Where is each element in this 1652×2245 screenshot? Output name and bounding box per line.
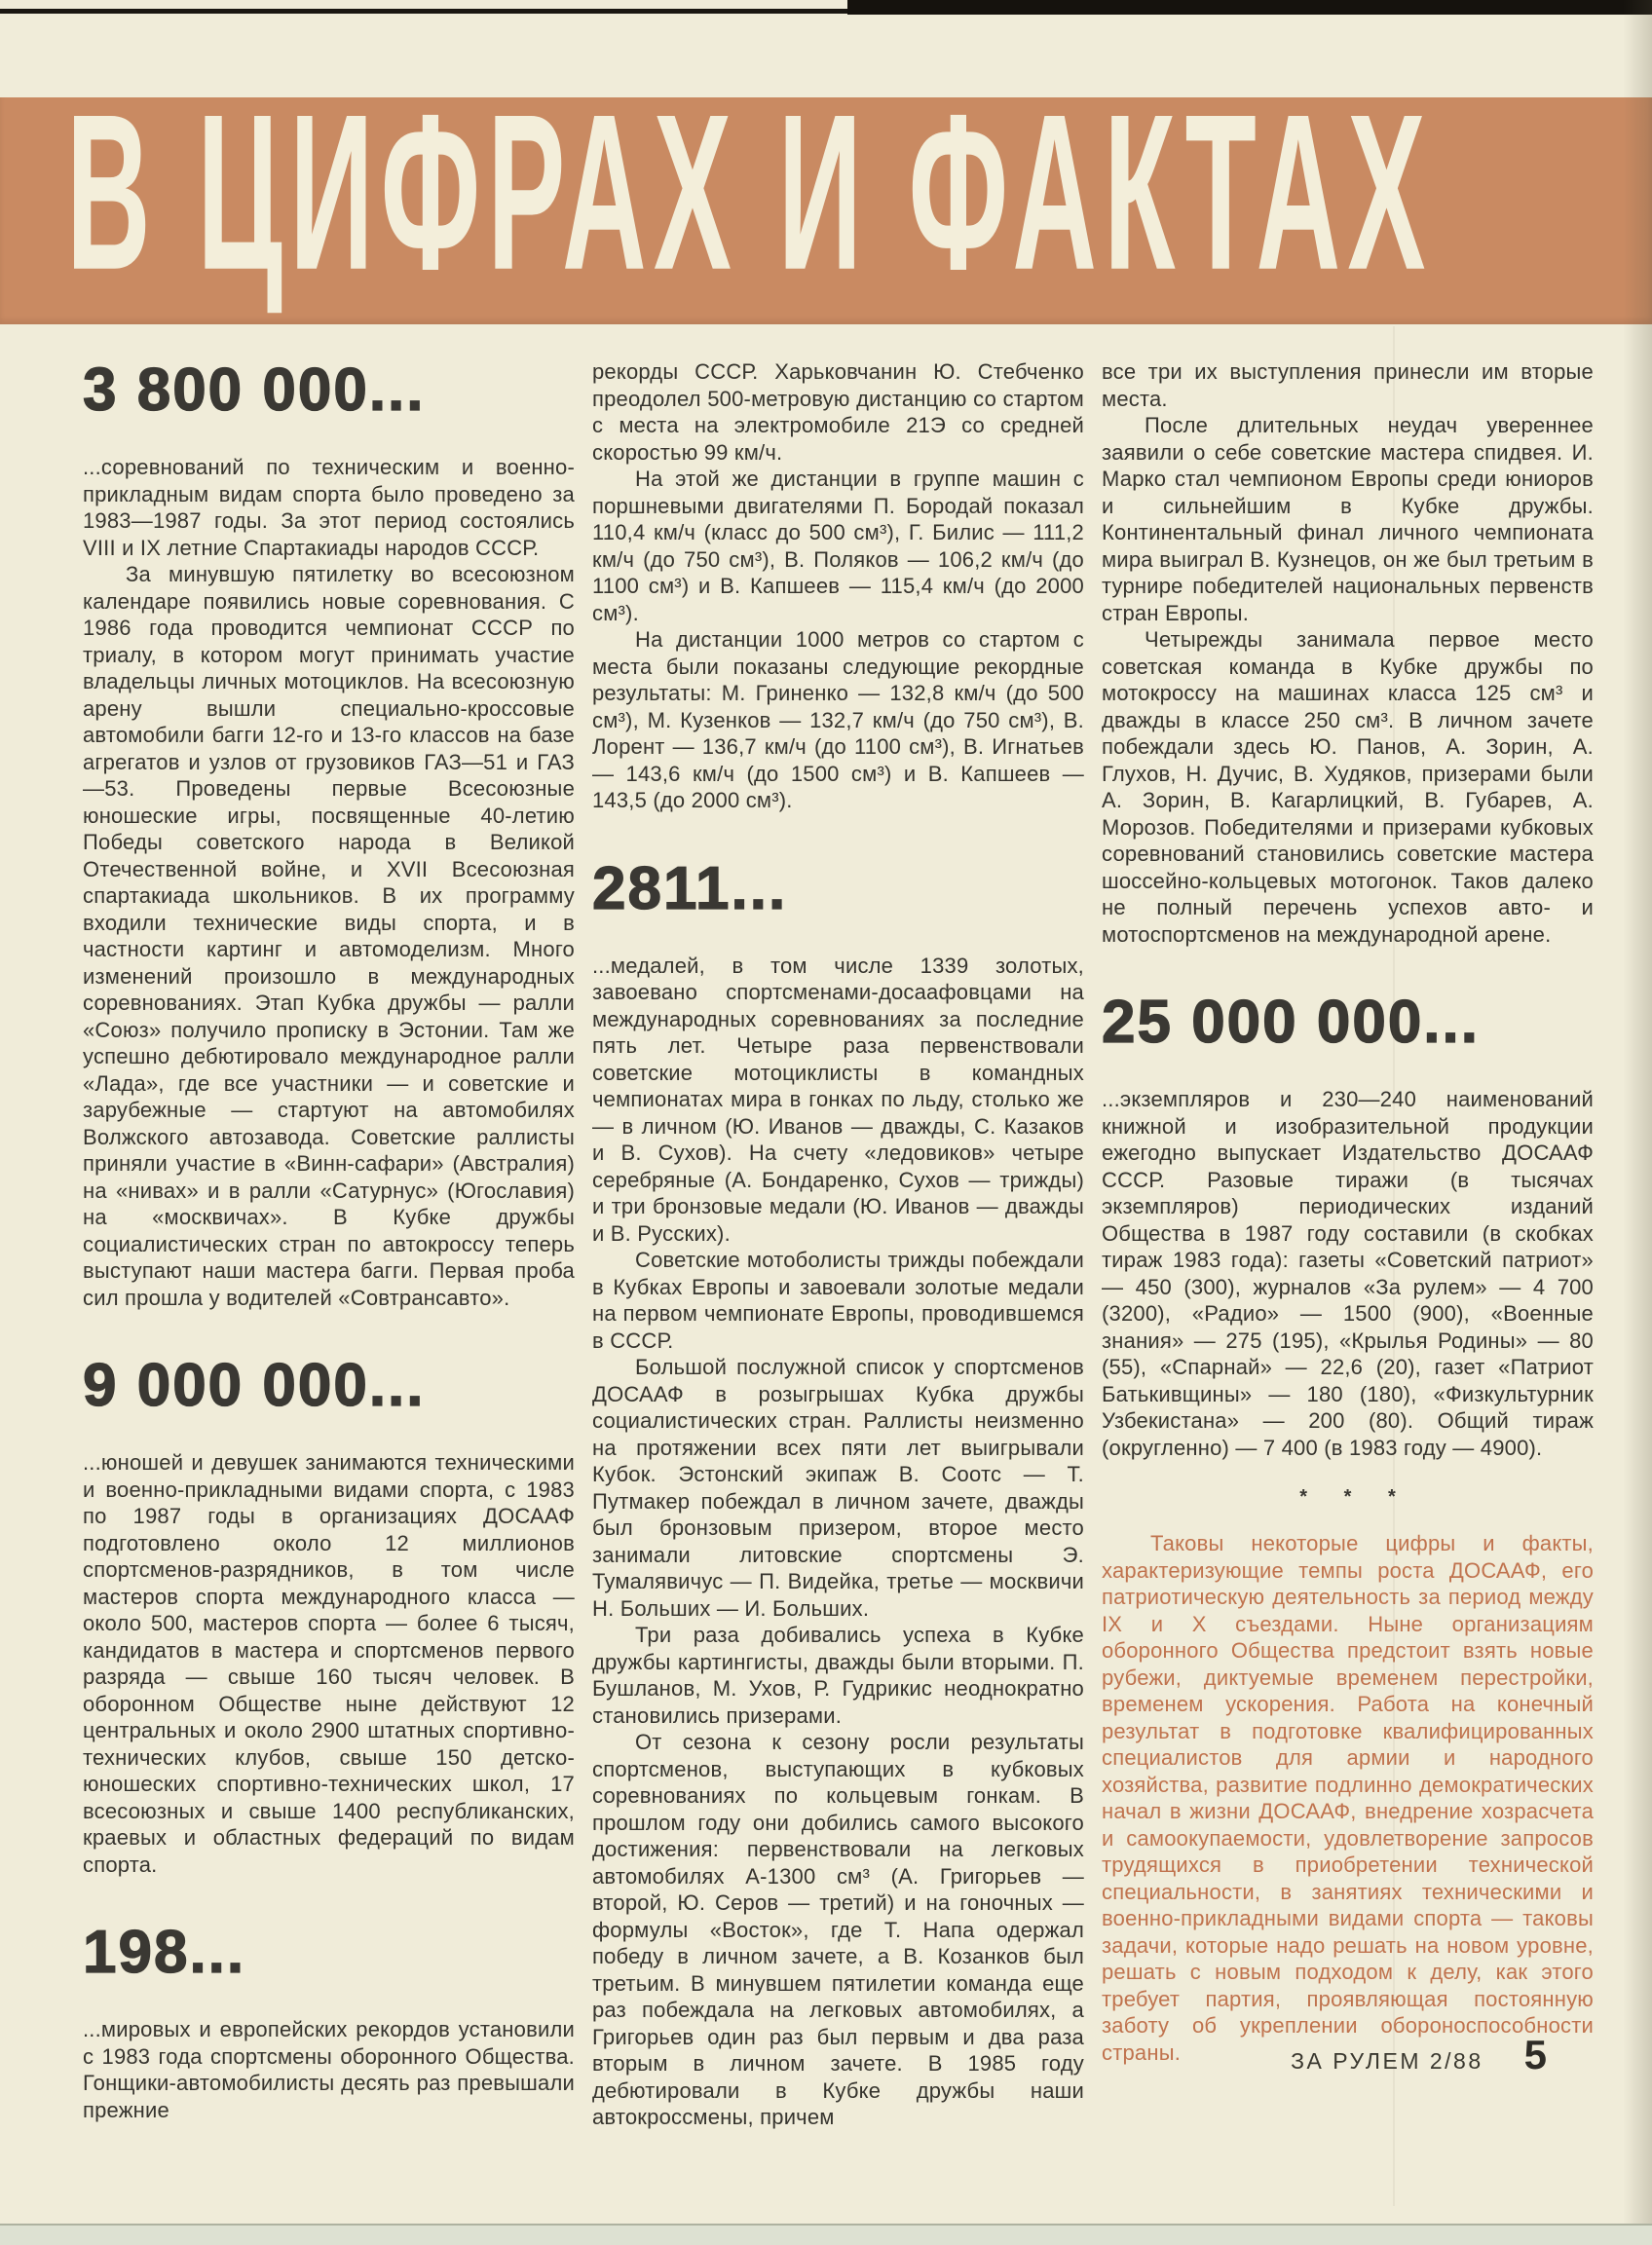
paragraph: Советские мотоболисты трижды побеждали в Кубках Европы и завоевали золотые медали на первом чемпионате Европы, проводившемся в СССР.	[592, 1248, 1084, 1353]
paragraph: ...юношей и девушек занимаются техническими и военно-прикладными видами спорта, с 1983 по 1987 годы в организациях ДОСААФ подготовлено около 12 миллионов спортсменов-разрядников, в том числе мастеров спорта международного класса — около 500, мастеров спорта — более 6 тысяч, кандидатов в мастера и спортсменов первого разряда — свыше 160 тысяч человек. В оборонном Обществе ныне действуют 12 центральных и около 2900 штатных спортивно-технических клубов, свыше 150 детско-юношеских спортивно-технических школ, 17 всесоюзных и свыше 1400 республиканских, краевых и областных федераций по видам спорта.	[83, 1450, 575, 1877]
section-heading-3800000: 3 800 000...	[83, 356, 426, 424]
paragraph: все три их выступления принесли им вторые места.	[1102, 359, 1594, 411]
paragraph: После длительных неудач увереннее заявили о себе советские мастера спидвея. И. Марко стал чемпионом Европы среди юниоров и сильнейшим в Кубке дружбы. Континентальный финал личного чемпионата мира выиграл В. Кузнецов, он же был третьим в турнире победителей национальных первенств стран Европы.	[1102, 413, 1594, 625]
page-title: В ЦИФРАХ И ФАКТАХ	[66, 67, 1433, 317]
header-band	[0, 67, 1652, 324]
column-2	[592, 358, 1084, 2131]
scan-edge-bottom	[0, 2224, 1652, 2245]
paragraph: За минувшую пятилетку во всесоюзном календаре появились новые соревнования. С 1986 года проводится чемпионат СССР по триалу, в котором могут принимать участие владельцы личных мотоциклов. На всесоюзную арену вышли специально-кроссовые автомобили багги 12-го и 13-го классов на базе агрегатов и узлов от грузовиков ГАЗ—51 и ГАЗ—53. Проведены первые Всесоюзные юношеские игры, посвященные 40-летию Победы советского народа в Великой Отечественной войне, и XVII Всесоюзная спартакиада школьников. В их программу входили технические виды спорта, и в частности картинг и автомоделизм. Много изменений произошло в международных соревнованиях. Этап Кубка дружбы — ралли «Союз» получило прописку в Эстонии. Там же успешно дебютировало международное ралли «Лада», где все участники — и советские и зарубежные — стартуют на автомобилях Волжского автозавода. Советские раллисты приняли участие в «Винн-сафари» (Австралия) на «нивах» и в ралли «Сатурнус» (Югославия) на «москвичах». В Кубке дружбы социалистических стран по автокроссу теперь выступают наши мастера багги. Первая проба сил прошла у водителей «Совтрансавто».	[83, 562, 575, 1310]
page-footer	[1291, 2032, 1547, 2078]
column-3	[1102, 358, 1594, 2131]
paragraph: ...экземпляров и 230—240 наименований книжной и изобразительной продукции ежегодно выпускает Издательство ДОСААФ СССР. Разовые тиражи (в тысячах экземпляров) периодических изданий Общества в 1987 году составили (в скобках тираж 1983 года): газеты «Советский патриот» — 450 (300), журналов «За рулем» — 4 700 (3200), «Радио» — 1500 (900), «Военные знания» — 275 (195), «Крылья Родины» — 80 (55), «Спарнай» — 22,6 (20), газет «Патриот Батькивщины» — 180 (180), «Физкультурник Узбекистана» — 200 (80). Общий тираж (округленно) — 7 400 (в 1983 году — 4900).	[1102, 1087, 1594, 1460]
section-heading-2811: 2811...	[592, 854, 788, 922]
column-1	[83, 358, 575, 2131]
article-columns	[83, 358, 1594, 2131]
scan-edge-top-right	[847, 0, 1652, 15]
paragraph: На этой же дистанции в группе машин с поршневыми двигателями П. Бородай показал 110,4 км/ч (класс до 500 см³), Г. Билис — 111,2 км/ч (до 750 см³), В. Поляков — 106,2 км/ч (до 1100 см³) и В. Капшеев — 115,4 км/ч (до 2000 см³).	[592, 467, 1084, 625]
footer-magazine-label: ЗА РУЛЕМ 2/88	[1291, 2048, 1483, 2074]
paragraph: ...соревнований по техническим и военно-прикладным видам спорта было проведено за 1983—1987 годы. За этот период состоялись VIII и IX летние Спартакиады народов СССР.	[83, 455, 575, 560]
paragraph: рекорды СССР. Харьковчанин Ю. Стебченко преодолел 500-метровую дистанцию со стартом с места на электромобиле 21Э со средней скоростью 99 км/ч.	[592, 359, 1084, 465]
section-heading-25000000: 25 000 000...	[1102, 989, 1480, 1056]
paragraph: ...медалей, в том числе 1339 золотых, завоевано спортсменами-досаафовцами на международных соревнованиях за последние пять лет. Четыре раза первенствовали советские мотоциклисты в командных чемпионатах мира в гонках по льду, столько же — в личном (Ю. Иванов — дважды, С. Казаков и В. Сухов). На счету «ледовиков» четыре серебряные (А. Бондаренко, Сухов — трижды) и три бронзовые медали (Ю. Иванов — дважды и В. Русских).	[592, 953, 1084, 1246]
paper-crease	[1393, 326, 1395, 2206]
footer-page-number: 5	[1523, 2032, 1547, 2077]
scan-edge-right	[1623, 0, 1652, 2245]
section-heading-198: 198...	[83, 1919, 246, 1986]
paragraph: Большой послужной список у спортсменов ДОСААФ в розыгрышах Кубка дружбы социалистических стран. Раллисты неизменно на протяжении всех пяти лет выигрывали Кубок. Эстонский экипаж В. Соотс — Т. Путмакер побеждал в личном зачете, дважды был бронзовым призером, второе место занимали литовские спортсмены Э. Тумалявичус — П. Видейка, третье — москвичи Н. Больших — И. Больших.	[592, 1355, 1084, 1621]
section-heading-9000000: 9 000 000...	[83, 1352, 426, 1419]
paragraph: ...мировых и европейских рекордов установили с 1983 года спортсмены оборонного Общества. Гонщики-автомобилисты десять раз превышали прежние	[83, 2017, 575, 2122]
paragraph: Три раза добивались успеха в Кубке дружбы картингисты, дважды были вторыми. П. Бушланов, М. Ухов, Р. Гудрикис неоднократно становились призерами.	[592, 1623, 1084, 1728]
paragraph: На дистанции 1000 метров со стартом с места были показаны следующие рекордные результаты: М. Гриненко — 132,8 км/ч (до 500 см³), М. Кузенков — 132,7 км/ч (до 750 см³), В. Лорент — 136,7 км/ч (до 1100 см³), В. Игнатьев — 143,6 км/ч (до 1500 см³) и В. Капшеев — 143,5 (до 2000 см³).	[592, 627, 1084, 812]
paragraph: От сезона к сезону росли результаты спортсменов, выступающих в кубковых соревнованиях по кольцевым гонкам. В прошлом году они добились самого высокого достижения: первенствовали на легковых автомобилях А-1300 см³ (А. Григорьев — второй, Ю. Серов — третий) и на гоночных — формулы «Восток», где Т. Напа одержал победу в личном зачете, а В. Козанков был третьим. В минувшем пятилетии команда еще раз побеждала на легковых автомобилях, а Григорьев один раз был первым и два раза вторым в личном зачете. В 1985 году дебютировали в Кубке дружбы наши автокроссмены, причем	[592, 1730, 1084, 2129]
paragraph: Четырежды занимала первое место советская команда в Кубке дружбы по мотокроссу на машинах класса 125 см³ и дважды в классе 250 см³. В личном зачете побеждали здесь Ю. Панов, А. Зорин, А. Глухов, Н. Дучис, В. Худяков, призерами были А. Зорин, В. Кагарлицкий, В. Губарев, А. Морозов. Победителями и призерами кубковых соревнований становились советские мастера шоссейно-кольцевых мотогонок. Таков далеко не полный перечень успехов авто- и мотоспортсменов на международной арене.	[1102, 627, 1594, 947]
closing-paragraph-accent: Таковы некоторые цифры и факты, характеризующие темпы роста ДОСААФ, его патриотическую деятельность за период между IX и X съездами. Ныне организациям оборонного Общества предстоит взять новые рубежи, диктуемые временем перестройки, временем ускорения. Работа на конечный результат в подготовке квалифицированных специалистов для армии и народного хозяйства, развитие подлинно демократических начал в жизни ДОСААФ, внедрение хозрасчета и самоокупаемости, удовлетворение запросов трудящихся в приобретении технической специальности, в занятиях техническими и военно-прикладными видами спорта — таковы задачи, которые надо решать на новом уровне, решать с новым подходом к делу, как этого требует партия, проявляющая постоянную заботу об укреплении обороноспособности страны.	[1102, 1531, 1594, 2065]
asterisk-separator: * * *	[1299, 1486, 1411, 1508]
